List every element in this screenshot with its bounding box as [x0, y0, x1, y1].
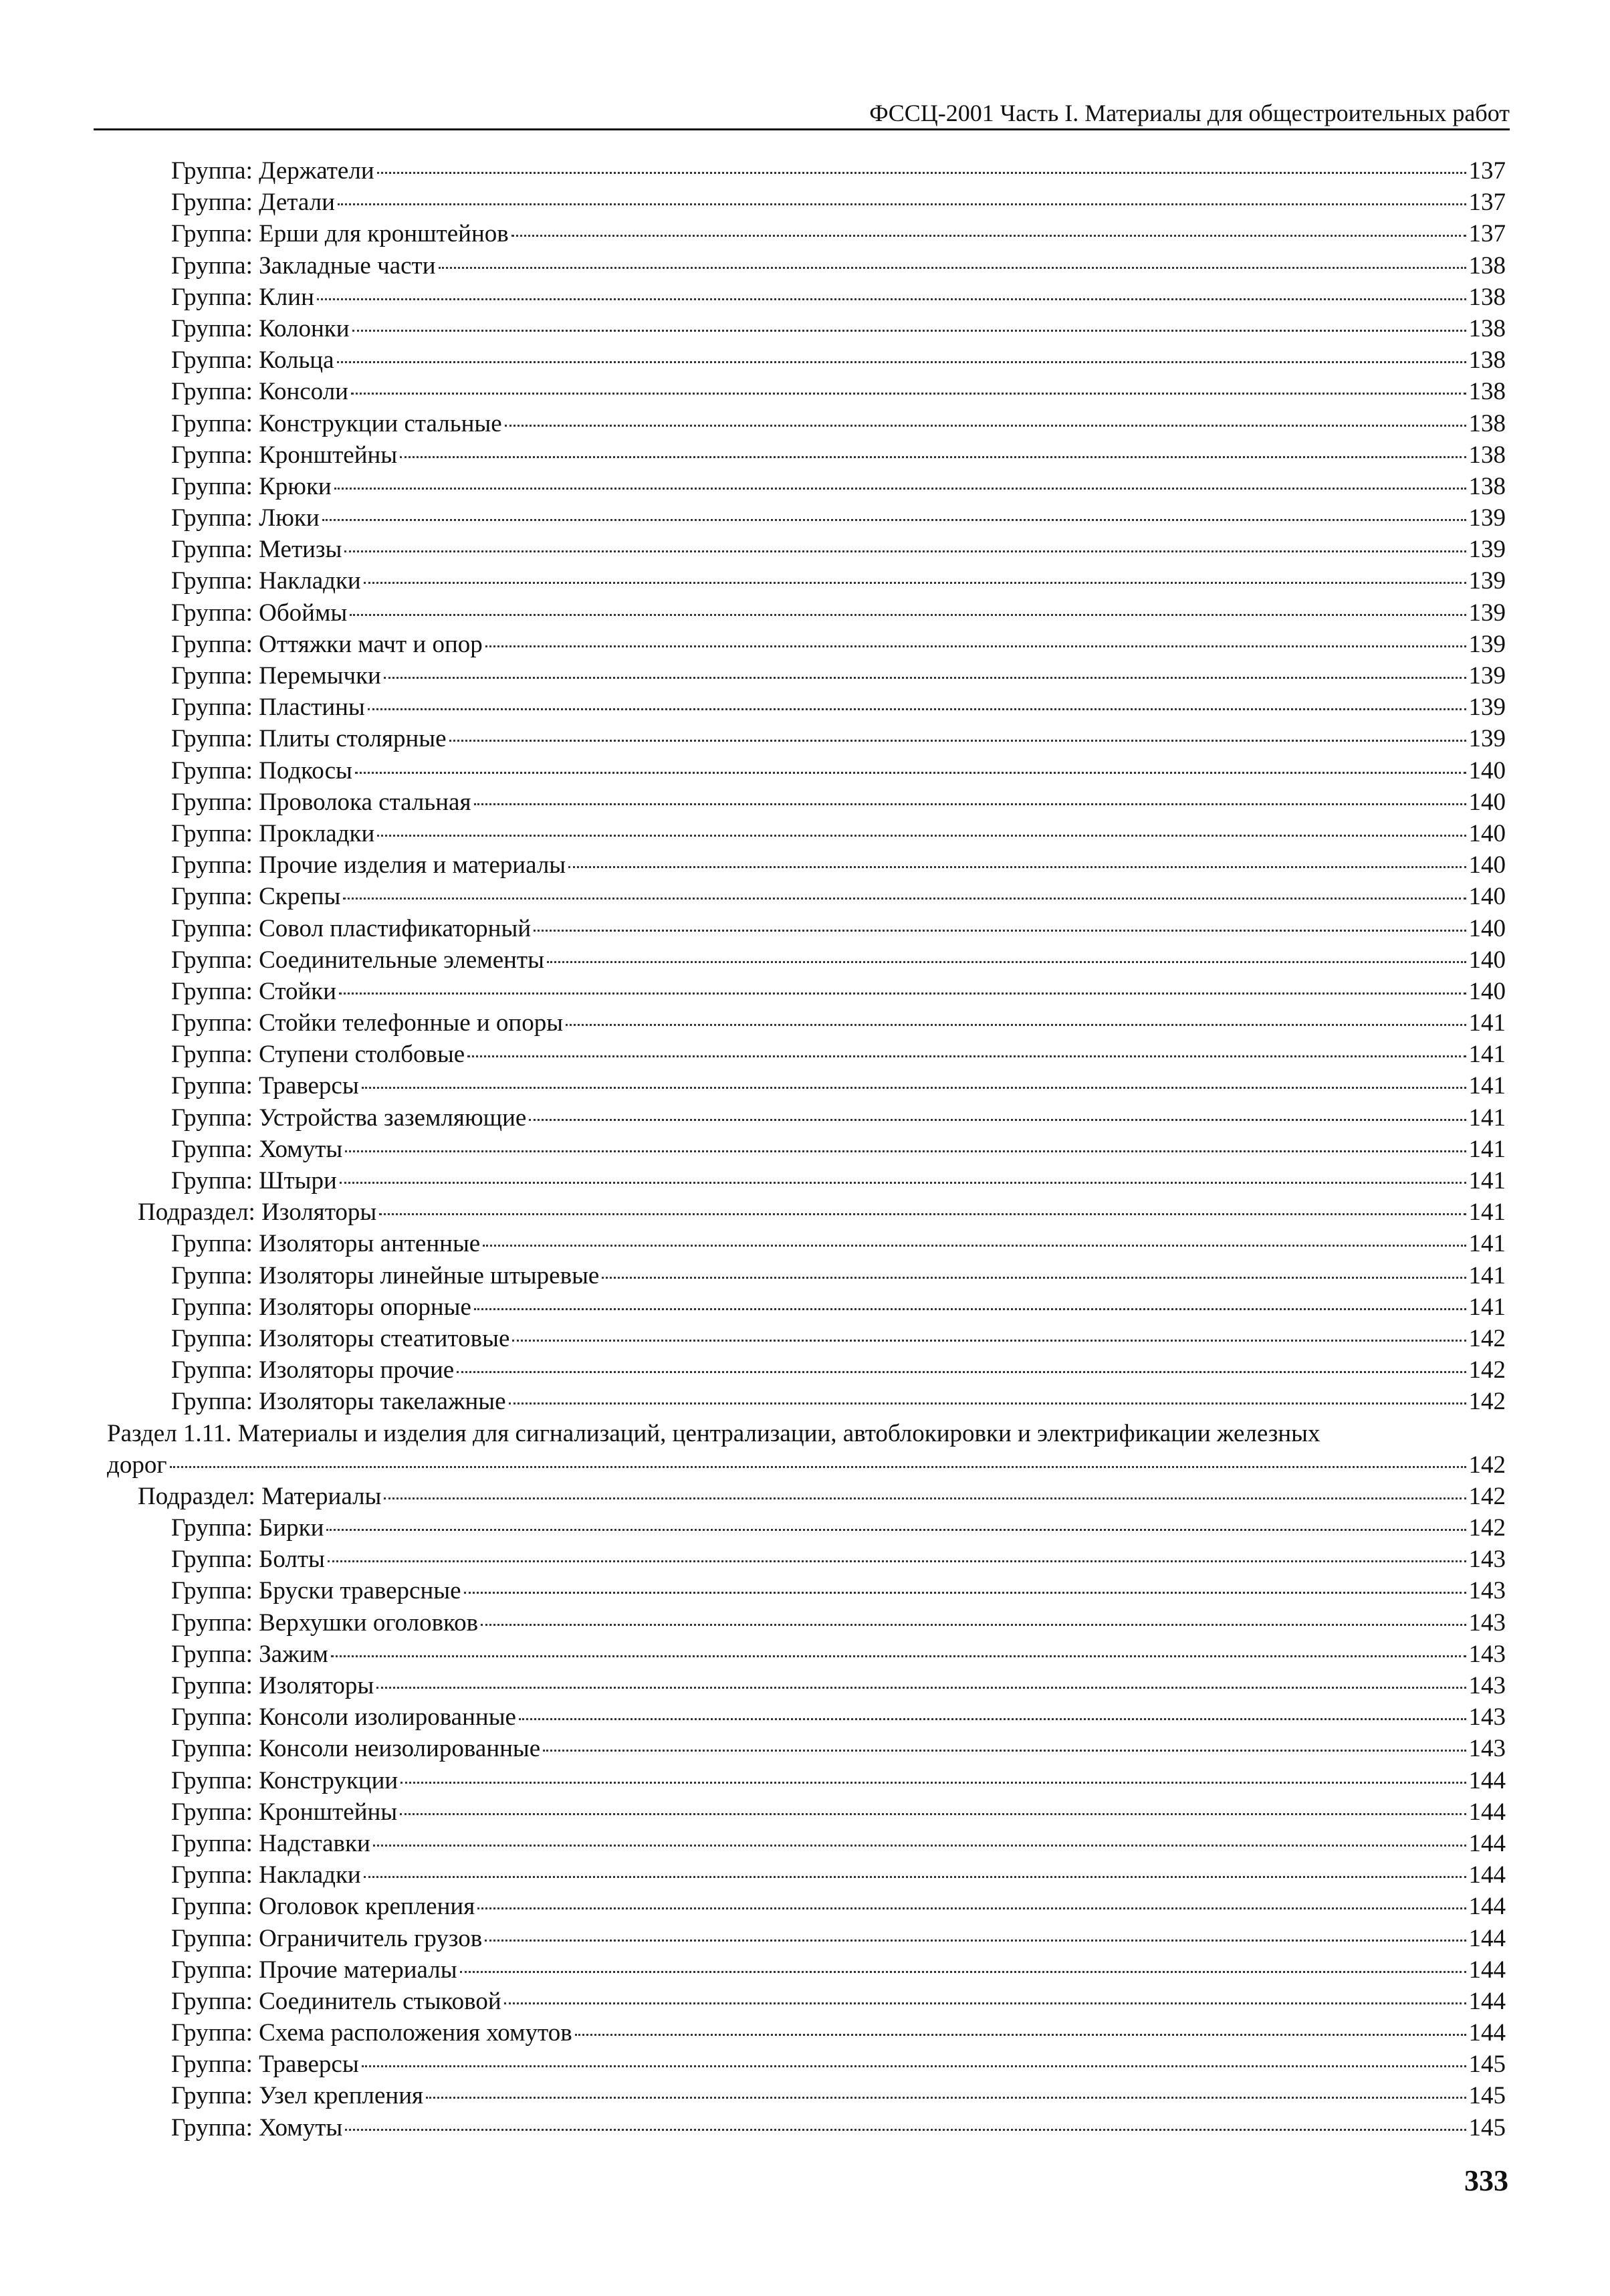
dot-leader [485, 645, 1466, 647]
toc-entry-group[interactable] [107, 439, 1506, 471]
dot-leader [345, 1150, 1466, 1152]
dot-leader [377, 172, 1466, 174]
toc-entry-page: 141 [1468, 1198, 1506, 1227]
dot-leader [364, 1876, 1466, 1878]
toc-entry-group[interactable] [107, 787, 1506, 818]
toc-entry-page: 143 [1468, 1735, 1506, 1763]
toc-entry-group[interactable] [107, 282, 1506, 313]
dot-leader [509, 1402, 1466, 1404]
dot-leader [368, 708, 1466, 710]
toc-entry-group[interactable] [107, 1859, 1506, 1891]
toc-entry-label: Группа: Совол пластификаторный [171, 914, 532, 942]
running-header [94, 99, 1510, 130]
toc-entry-page: 143 [1468, 1672, 1506, 1699]
dot-leader [345, 2129, 1466, 2131]
toc-entry-group[interactable] [107, 344, 1506, 376]
dot-leader [384, 677, 1466, 679]
dot-leader [449, 740, 1466, 742]
toc-entry-label: Группа: Обоймы [171, 599, 348, 627]
toc-entry-page: 140 [1468, 788, 1506, 816]
toc-entry-label: Группа: Схема расположения хомутов [171, 2019, 572, 2047]
dot-leader [331, 1655, 1466, 1657]
toc-entry-label: Группа: Крюки [171, 472, 332, 500]
toc-entry-label: Группа: Подкосы [171, 756, 352, 785]
toc-entry-group[interactable] [107, 155, 1506, 187]
toc-entry-group[interactable] [107, 534, 1506, 565]
toc-entry-page: 141 [1468, 1230, 1506, 1258]
toc-entry-label: Группа: Изоляторы такелажные [171, 1388, 506, 1416]
dot-leader [170, 1466, 1466, 1468]
toc-entry-group[interactable] [107, 1323, 1506, 1354]
dot-leader [340, 1182, 1466, 1184]
toc-entry-label: Группа: Хомуты [171, 2113, 343, 2142]
toc-entry-group[interactable] [107, 629, 1506, 660]
toc-entry-page: 142 [1468, 1482, 1506, 1510]
dot-leader [376, 1687, 1466, 1689]
toc-entry-page: 140 [1468, 851, 1506, 879]
toc-entry-group[interactable] [107, 1039, 1506, 1070]
dot-leader [426, 2097, 1466, 2099]
toc-entry-group[interactable] [107, 723, 1506, 754]
dot-leader [511, 235, 1466, 237]
dot-leader [400, 1782, 1466, 1784]
toc-entry-group[interactable] [107, 660, 1506, 692]
toc-entry-group[interactable] [107, 471, 1506, 502]
toc-entry-page: 143 [1468, 1640, 1506, 1668]
toc-entry-label: Группа: Метизы [171, 536, 342, 564]
toc-entry-group[interactable] [107, 2112, 1506, 2144]
toc-entry-page: 138 [1468, 472, 1506, 500]
toc-entry-label: Группа: Проволока стальная [171, 788, 471, 816]
toc-entry-group[interactable] [107, 250, 1506, 282]
toc-entry-group[interactable] [107, 187, 1506, 218]
toc-entry-group[interactable] [107, 1228, 1506, 1259]
toc-entry-label: Группа: Ерши для кронштейнов [171, 220, 509, 248]
toc-entry-page: 139 [1468, 694, 1506, 722]
toc-entry-label: Группа: Кронштейны [171, 441, 398, 469]
toc-entry-page: 141 [1468, 1041, 1506, 1069]
dot-leader [338, 203, 1466, 205]
dot-leader [317, 298, 1466, 300]
dot-leader [334, 488, 1466, 490]
toc-entry-label: Группа: Ограничитель грузов [171, 1924, 483, 1952]
toc-entry-group[interactable] [107, 1354, 1506, 1386]
dot-leader [439, 267, 1466, 269]
toc-entry-page: 142 [1468, 1324, 1506, 1352]
toc-entry-page: 143 [1468, 1703, 1506, 1732]
header-title: ФССЦ-2001 Часть I. Материалы для общестроительных работ [869, 100, 1510, 126]
toc-entry-page: 140 [1468, 756, 1506, 785]
toc-entry-group[interactable] [107, 1134, 1506, 1165]
toc-entry-label: Группа: Изоляторы [171, 1672, 374, 1699]
page-number: 333 [1464, 2164, 1508, 2197]
toc-entry-page: 138 [1468, 251, 1506, 280]
toc-entry-page: 139 [1468, 536, 1506, 564]
toc-entry-label: Группа: Консоли [171, 378, 348, 406]
toc-entry-label: Группа: Изоляторы стеатитовые [171, 1324, 510, 1352]
toc-entry-page: 143 [1468, 1546, 1506, 1574]
toc-entry-page: 142 [1468, 1388, 1506, 1416]
dot-leader [362, 1087, 1466, 1089]
toc-entry-group[interactable] [107, 1639, 1506, 1670]
section-page-number: 142 [1468, 1451, 1506, 1479]
toc-entry-group[interactable] [107, 1701, 1506, 1733]
dot-leader [464, 1592, 1466, 1594]
dot-leader [575, 2034, 1466, 2036]
toc-entry-group[interactable] [107, 1954, 1506, 1986]
toc-entry-label: Группа: Изоляторы линейные штыревые [171, 1261, 600, 1289]
dot-leader [467, 1055, 1466, 1057]
dot-leader [568, 866, 1466, 868]
toc-entry-group[interactable] [107, 1986, 1506, 2017]
toc-entry-page: 139 [1468, 725, 1506, 753]
toc-entry-group[interactable] [107, 1828, 1506, 1859]
toc-entry-group[interactable] [107, 1891, 1506, 1922]
toc-entry-page: 140 [1468, 914, 1506, 942]
toc-entry-group[interactable] [107, 1733, 1506, 1764]
toc-entry-page: 144 [1468, 1766, 1506, 1794]
toc-entry-group[interactable] [107, 1102, 1506, 1134]
toc-entry-label: Группа: Детали [171, 189, 335, 217]
toc-entry-group[interactable] [107, 2049, 1506, 2080]
dot-leader [512, 1340, 1466, 1342]
toc-entry-group[interactable] [107, 849, 1506, 881]
toc-entry-page: 138 [1468, 378, 1506, 406]
dot-leader [364, 582, 1466, 584]
toc-entry-label: Группа: Консоли изолированные [171, 1703, 516, 1732]
toc-part-1 [107, 155, 1506, 1418]
toc-entry-group[interactable] [107, 1796, 1506, 1828]
toc-entry-label: Группа: Стойки [171, 977, 337, 1005]
toc-entry-label: Группа: Бирки [171, 1514, 324, 1542]
toc-entry-label: Группа: Прочие материалы [171, 1956, 457, 1984]
toc-entry-label: Группа: Люки [171, 504, 320, 532]
toc-entry-label: Группа: Плиты столярные [171, 725, 447, 753]
toc-entry-page: 141 [1468, 1072, 1506, 1100]
dot-leader [483, 1245, 1466, 1247]
toc-entry-group[interactable] [107, 565, 1506, 597]
toc-entry-label: Группа: Ступени столбовые [171, 1041, 465, 1069]
toc-entry-subsection[interactable] [107, 1196, 1506, 1228]
toc-entry-group[interactable] [107, 1923, 1506, 1954]
toc-entry-label: Группа: Верхушки оголовков [171, 1608, 479, 1637]
toc-entry-page: 139 [1468, 599, 1506, 627]
toc-entry-group[interactable] [107, 818, 1506, 849]
dot-leader [326, 1529, 1466, 1531]
dot-leader [384, 1497, 1466, 1499]
toc-entry-subsection[interactable] [107, 1481, 1506, 1512]
toc-entry-page: 139 [1468, 662, 1506, 690]
toc-entry-group[interactable] [107, 913, 1506, 944]
toc-entry-page: 138 [1468, 346, 1506, 375]
dot-leader [474, 1308, 1466, 1310]
toc-entry-page: 145 [1468, 2082, 1506, 2110]
toc-entry-label: Группа: Накладки [171, 567, 361, 595]
dot-leader [379, 1213, 1466, 1215]
toc-entry-page: 139 [1468, 567, 1506, 595]
dot-leader [457, 1371, 1466, 1373]
toc-entry-label: Группа: Изоляторы антенные [171, 1230, 481, 1258]
dot-leader [477, 1907, 1466, 1909]
toc-entry-label: Группа: Оттяжки мачт и опор [171, 630, 483, 658]
toc-entry-page: 144 [1468, 1798, 1506, 1826]
toc-entry-page: 137 [1468, 220, 1506, 248]
toc-entry-label: Группа: Консоли неизолированные [171, 1735, 541, 1763]
toc-entry-page: 144 [1468, 1893, 1506, 1921]
dot-leader [337, 361, 1466, 363]
toc-entry-label: Группа: Накладки [171, 1861, 361, 1889]
toc-entry-group[interactable] [107, 376, 1506, 407]
dot-leader [343, 898, 1466, 900]
toc-entry-label: Группа: Соединительные элементы [171, 946, 544, 974]
section-title-line2: дорог [107, 1451, 167, 1479]
toc-entry-page: 145 [1468, 2113, 1506, 2142]
toc-entry-page: 143 [1468, 1577, 1506, 1605]
toc-entry-page: 137 [1468, 189, 1506, 217]
dot-leader [350, 614, 1466, 616]
dot-leader [373, 1845, 1466, 1847]
toc-entry-label: Группа: Оголовок крепления [171, 1893, 475, 1921]
toc-entry-label: Группа: Закладные части [171, 251, 436, 280]
dot-leader [505, 425, 1466, 427]
toc-entry-label: Группа: Скрепы [171, 883, 341, 911]
toc-entry-page: 141 [1468, 1167, 1506, 1194]
dot-leader [377, 835, 1466, 837]
toc-entry-page: 140 [1468, 819, 1506, 847]
toc-entry-page: 138 [1468, 409, 1506, 437]
toc-entry-page: 141 [1468, 1009, 1506, 1037]
dot-leader [566, 1024, 1466, 1026]
toc-entry-page: 141 [1468, 1135, 1506, 1163]
dot-leader [547, 961, 1466, 963]
dot-leader [504, 2002, 1466, 2004]
toc-entry-page: 144 [1468, 1956, 1506, 1984]
toc-part-2 [107, 1481, 1506, 2144]
toc-entry-page: 142 [1468, 1514, 1506, 1542]
toc-entry-label: Группа: Надставки [171, 1829, 370, 1857]
toc-entry-label: Группа: Траверсы [171, 1072, 359, 1100]
toc-entry-group[interactable] [107, 1007, 1506, 1039]
table-of-contents [107, 155, 1506, 2144]
toc-entry-label: Группа: Клин [171, 283, 314, 311]
dot-leader [543, 1750, 1466, 1752]
toc-entry-page: 144 [1468, 1924, 1506, 1952]
toc-entry-group[interactable] [107, 755, 1506, 787]
toc-entry-label: Группа: Изоляторы прочие [171, 1356, 455, 1384]
toc-entry-label: Группа: Хомуты [171, 1135, 343, 1163]
toc-section-entry[interactable] [107, 1418, 1506, 1481]
dot-leader [474, 803, 1466, 805]
toc-entry-label: Группа: Держатели [171, 157, 374, 185]
dot-leader [362, 2065, 1466, 2067]
toc-entry-label: Группа: Кронштейны [171, 1798, 398, 1826]
toc-entry-label: Группа: Изоляторы опорные [171, 1293, 471, 1321]
dot-leader [351, 393, 1466, 395]
toc-entry-page: 142 [1468, 1356, 1506, 1384]
toc-entry-group[interactable] [107, 2017, 1506, 2049]
toc-entry-page: 144 [1468, 1861, 1506, 1889]
toc-entry-group[interactable] [107, 1070, 1506, 1102]
toc-entry-group[interactable] [107, 1544, 1506, 1575]
toc-entry-group[interactable] [107, 1607, 1506, 1639]
toc-entry-group[interactable] [107, 944, 1506, 976]
toc-entry-page: 138 [1468, 441, 1506, 469]
toc-entry-label: Группа: Траверсы [171, 2051, 359, 2079]
dot-leader [344, 550, 1466, 552]
toc-entry-group[interactable] [107, 881, 1506, 912]
toc-entry-label: Группа: Штыри [171, 1167, 337, 1194]
toc-entry-group[interactable] [107, 502, 1506, 534]
section-title-line2-row [107, 1449, 1506, 1481]
dot-leader [355, 772, 1466, 774]
toc-entry-label: Группа: Пластины [171, 694, 365, 722]
dot-leader [400, 456, 1466, 458]
toc-entry-page: 140 [1468, 977, 1506, 1005]
toc-entry-label: Группа: Кольца [171, 346, 334, 375]
toc-entry-label: Группа: Стойки телефонные и опоры [171, 1009, 564, 1037]
toc-entry-page: 141 [1468, 1261, 1506, 1289]
toc-entry-label: Группа: Колонки [171, 314, 350, 342]
toc-entry-group[interactable] [107, 408, 1506, 439]
dot-leader [339, 993, 1466, 995]
toc-entry-label: Группа: Прокладки [171, 819, 375, 847]
dot-leader [485, 1940, 1466, 1942]
toc-entry-label: Группа: Зажим [171, 1640, 328, 1668]
toc-entry-label: Группа: Соединитель стыковой [171, 1987, 501, 2015]
section-title-line1: Раздел 1.11. Материалы и изделия для сигнализаций, централизации, автоблокировки и электрификации железных [107, 1419, 1320, 1447]
toc-entry-page: 141 [1468, 1293, 1506, 1321]
dot-leader [352, 330, 1466, 332]
dot-leader [400, 1813, 1466, 1815]
toc-entry-page: 139 [1468, 630, 1506, 658]
toc-entry-group[interactable] [107, 1765, 1506, 1796]
dot-leader [519, 1718, 1466, 1720]
toc-entry-group[interactable] [107, 313, 1506, 344]
toc-entry-group[interactable] [107, 1386, 1506, 1417]
toc-entry-label: Группа: Перемычки [171, 662, 381, 690]
dot-leader [322, 519, 1466, 521]
toc-entry-label: Группа: Прочие изделия и материалы [171, 851, 566, 879]
toc-entry-label: Группа: Узел крепления [171, 2082, 424, 2110]
toc-entry-group[interactable] [107, 1260, 1506, 1291]
toc-entry-label: Группа: Бруски траверсные [171, 1577, 461, 1605]
toc-entry-label: Группа: Конструкции [171, 1766, 398, 1794]
toc-entry-group[interactable] [107, 1165, 1506, 1196]
toc-entry-label: Группа: Конструкции стальные [171, 409, 502, 437]
dot-leader [481, 1624, 1466, 1626]
toc-entry-page: 140 [1468, 883, 1506, 911]
toc-entry-group[interactable] [107, 218, 1506, 249]
toc-entry-label: Подраздел: Изоляторы [138, 1198, 377, 1227]
dot-leader [534, 930, 1466, 932]
toc-entry-page: 137 [1468, 157, 1506, 185]
toc-entry-page: 138 [1468, 314, 1506, 342]
toc-entry-page: 139 [1468, 504, 1506, 532]
dot-leader [460, 1971, 1466, 1973]
toc-entry-page: 138 [1468, 283, 1506, 311]
toc-entry-page: 143 [1468, 1608, 1506, 1637]
toc-entry-page: 141 [1468, 1104, 1506, 1132]
toc-entry-label: Группа: Устройства заземляющие [171, 1104, 527, 1132]
toc-entry-page: 145 [1468, 2051, 1506, 2079]
toc-entry-group[interactable] [107, 692, 1506, 723]
toc-entry-group[interactable] [107, 1575, 1506, 1606]
toc-entry-page: 144 [1468, 1987, 1506, 2015]
toc-entry-label: Группа: Болты [171, 1546, 325, 1574]
dot-leader [328, 1560, 1466, 1562]
toc-entry-group[interactable] [107, 976, 1506, 1007]
toc-entry-group[interactable] [107, 1512, 1506, 1544]
dot-leader [529, 1119, 1466, 1121]
toc-entry-group[interactable] [107, 1670, 1506, 1701]
toc-entry-label: Подраздел: Материалы [138, 1482, 382, 1510]
dot-leader [602, 1277, 1466, 1279]
toc-entry-page: 144 [1468, 1829, 1506, 1857]
toc-entry-group[interactable] [107, 597, 1506, 629]
toc-entry-page: 140 [1468, 946, 1506, 974]
toc-entry-group[interactable] [107, 1291, 1506, 1323]
toc-entry-page: 144 [1468, 2019, 1506, 2047]
toc-entry-group[interactable] [107, 2080, 1506, 2111]
